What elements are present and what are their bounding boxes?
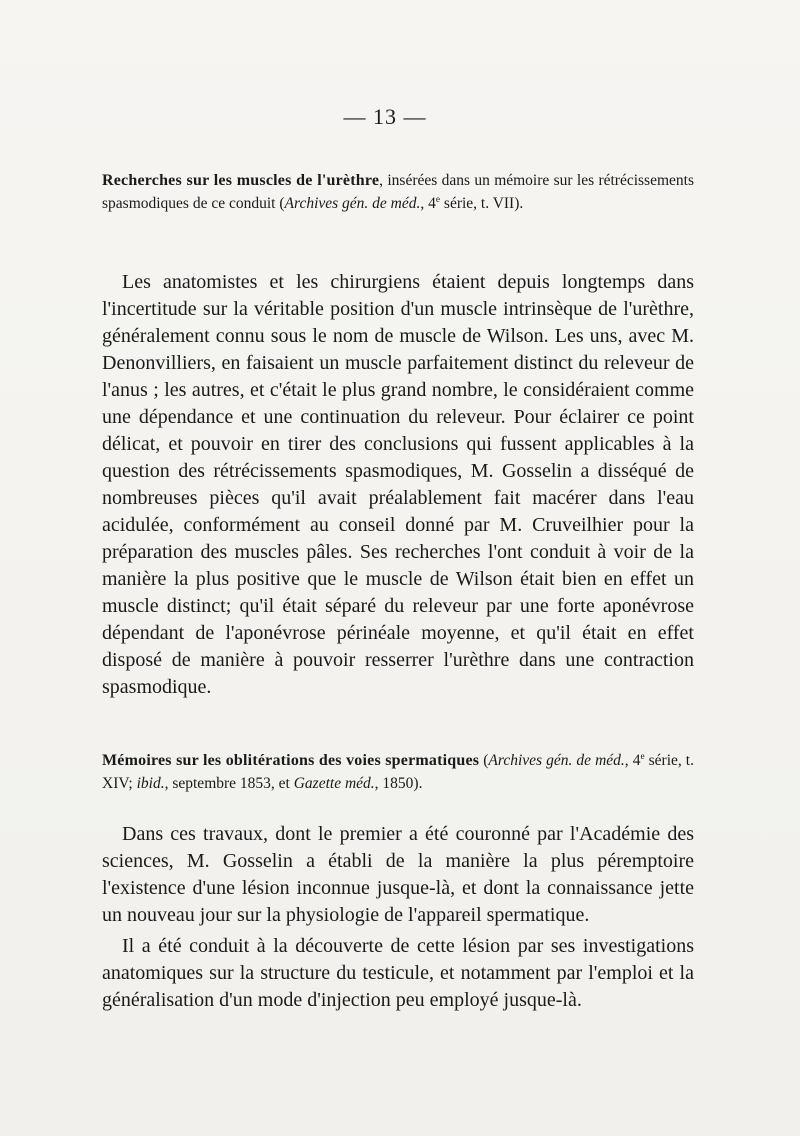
section2-ibid: ibid. (136, 774, 165, 792)
section2-title: Mémoires sur les oblitérations des voies spermatiques (102, 752, 480, 769)
section1-paragraph: Les anatomistes et les chirurgiens étaient depuis longtemps dans l'incertitude sur la véritable position d'un muscle intrinsèque de l'urèthre, généralement connu sous le nom de muscle de Wilson. Les uns, avec M. Denonvilliers, en faisaient un muscle parfaitement distinct du releveur de l'anus ; les autres, et c'était le plus grand nombre, le considéraient comme une dépendance et une continuation du releveur. Pour éclairer ce point délicat, et pouvoir en tirer des conclusions qui fussent applicables à la question des rétrécissements spasmodiques, M. Gosselin a disséqué de nombreuses pièces qu'il avait préalablement fait macérer dans l'eau acidulée, conformément au conseil donné par M. Cruveilhier pour la préparation des muscles pâles. Ses recherches l'ont conduit à voir de la manière la plus positive que le muscle de Wilson était bien en effet un muscle distinct; qu'il était séparé du releveur par une forte aponévrose dépendant de l'aponévrose périnéale moyenne, et qu'il était en effet disposé de manière à pouvoir resserrer l'urèthre dans une contraction spasmodique. (102, 271, 694, 698)
section2-heading (102, 750, 694, 795)
section2-date: , septembre 1853, et (164, 774, 294, 792)
section1-series-sup: e (435, 194, 441, 205)
section1-source: Archives gén. de méd. (284, 194, 421, 212)
section2-source1: Archives gén. de méd. (488, 752, 625, 769)
section1-heading (102, 170, 694, 215)
section1-body (102, 269, 694, 701)
page-number: — 13 — (343, 104, 427, 129)
section1-intro: , insérées dans un mémoire sur les rétrécissements spasmodiques de ce conduit ( (102, 172, 694, 212)
section1-series-rest: série, t. VII). (440, 194, 524, 212)
section2-paragraph-1: Dans ces travaux, dont le premier a été couronné par l'Académie des sciences, M. Gosselin a établi de la manière la plus péremptoire l'existence d'une lésion inconnue jusque-là, et dont la connaissance jette un nouveau jour sur la physiologie de l'appareil spermatique. (102, 823, 694, 926)
section2-source2: Gazette méd. (293, 774, 375, 792)
section1-source-tail: , (420, 194, 425, 212)
section1-series-num: 4 (428, 194, 436, 212)
section2-series-num: 4 (632, 752, 641, 769)
section2-paragraph-2: Il a été conduit à la découverte de cette lésion par ses investigations anatomiques sur la structure du testicule, et notamment par l'emploi et la généralisation d'un mode d'injection peu employé jusque-là. (102, 935, 694, 1011)
section2-sep1: , (624, 752, 633, 769)
section2-series-sup: e (640, 751, 645, 762)
section2-series-rest: série, t. XIV; (102, 752, 694, 792)
section2-year: , 1850). (374, 774, 423, 792)
section2-body (102, 821, 694, 1014)
section1-title: Recherches sur les muscles de l'urèthre (102, 172, 380, 189)
section2-open: ( (479, 752, 489, 769)
